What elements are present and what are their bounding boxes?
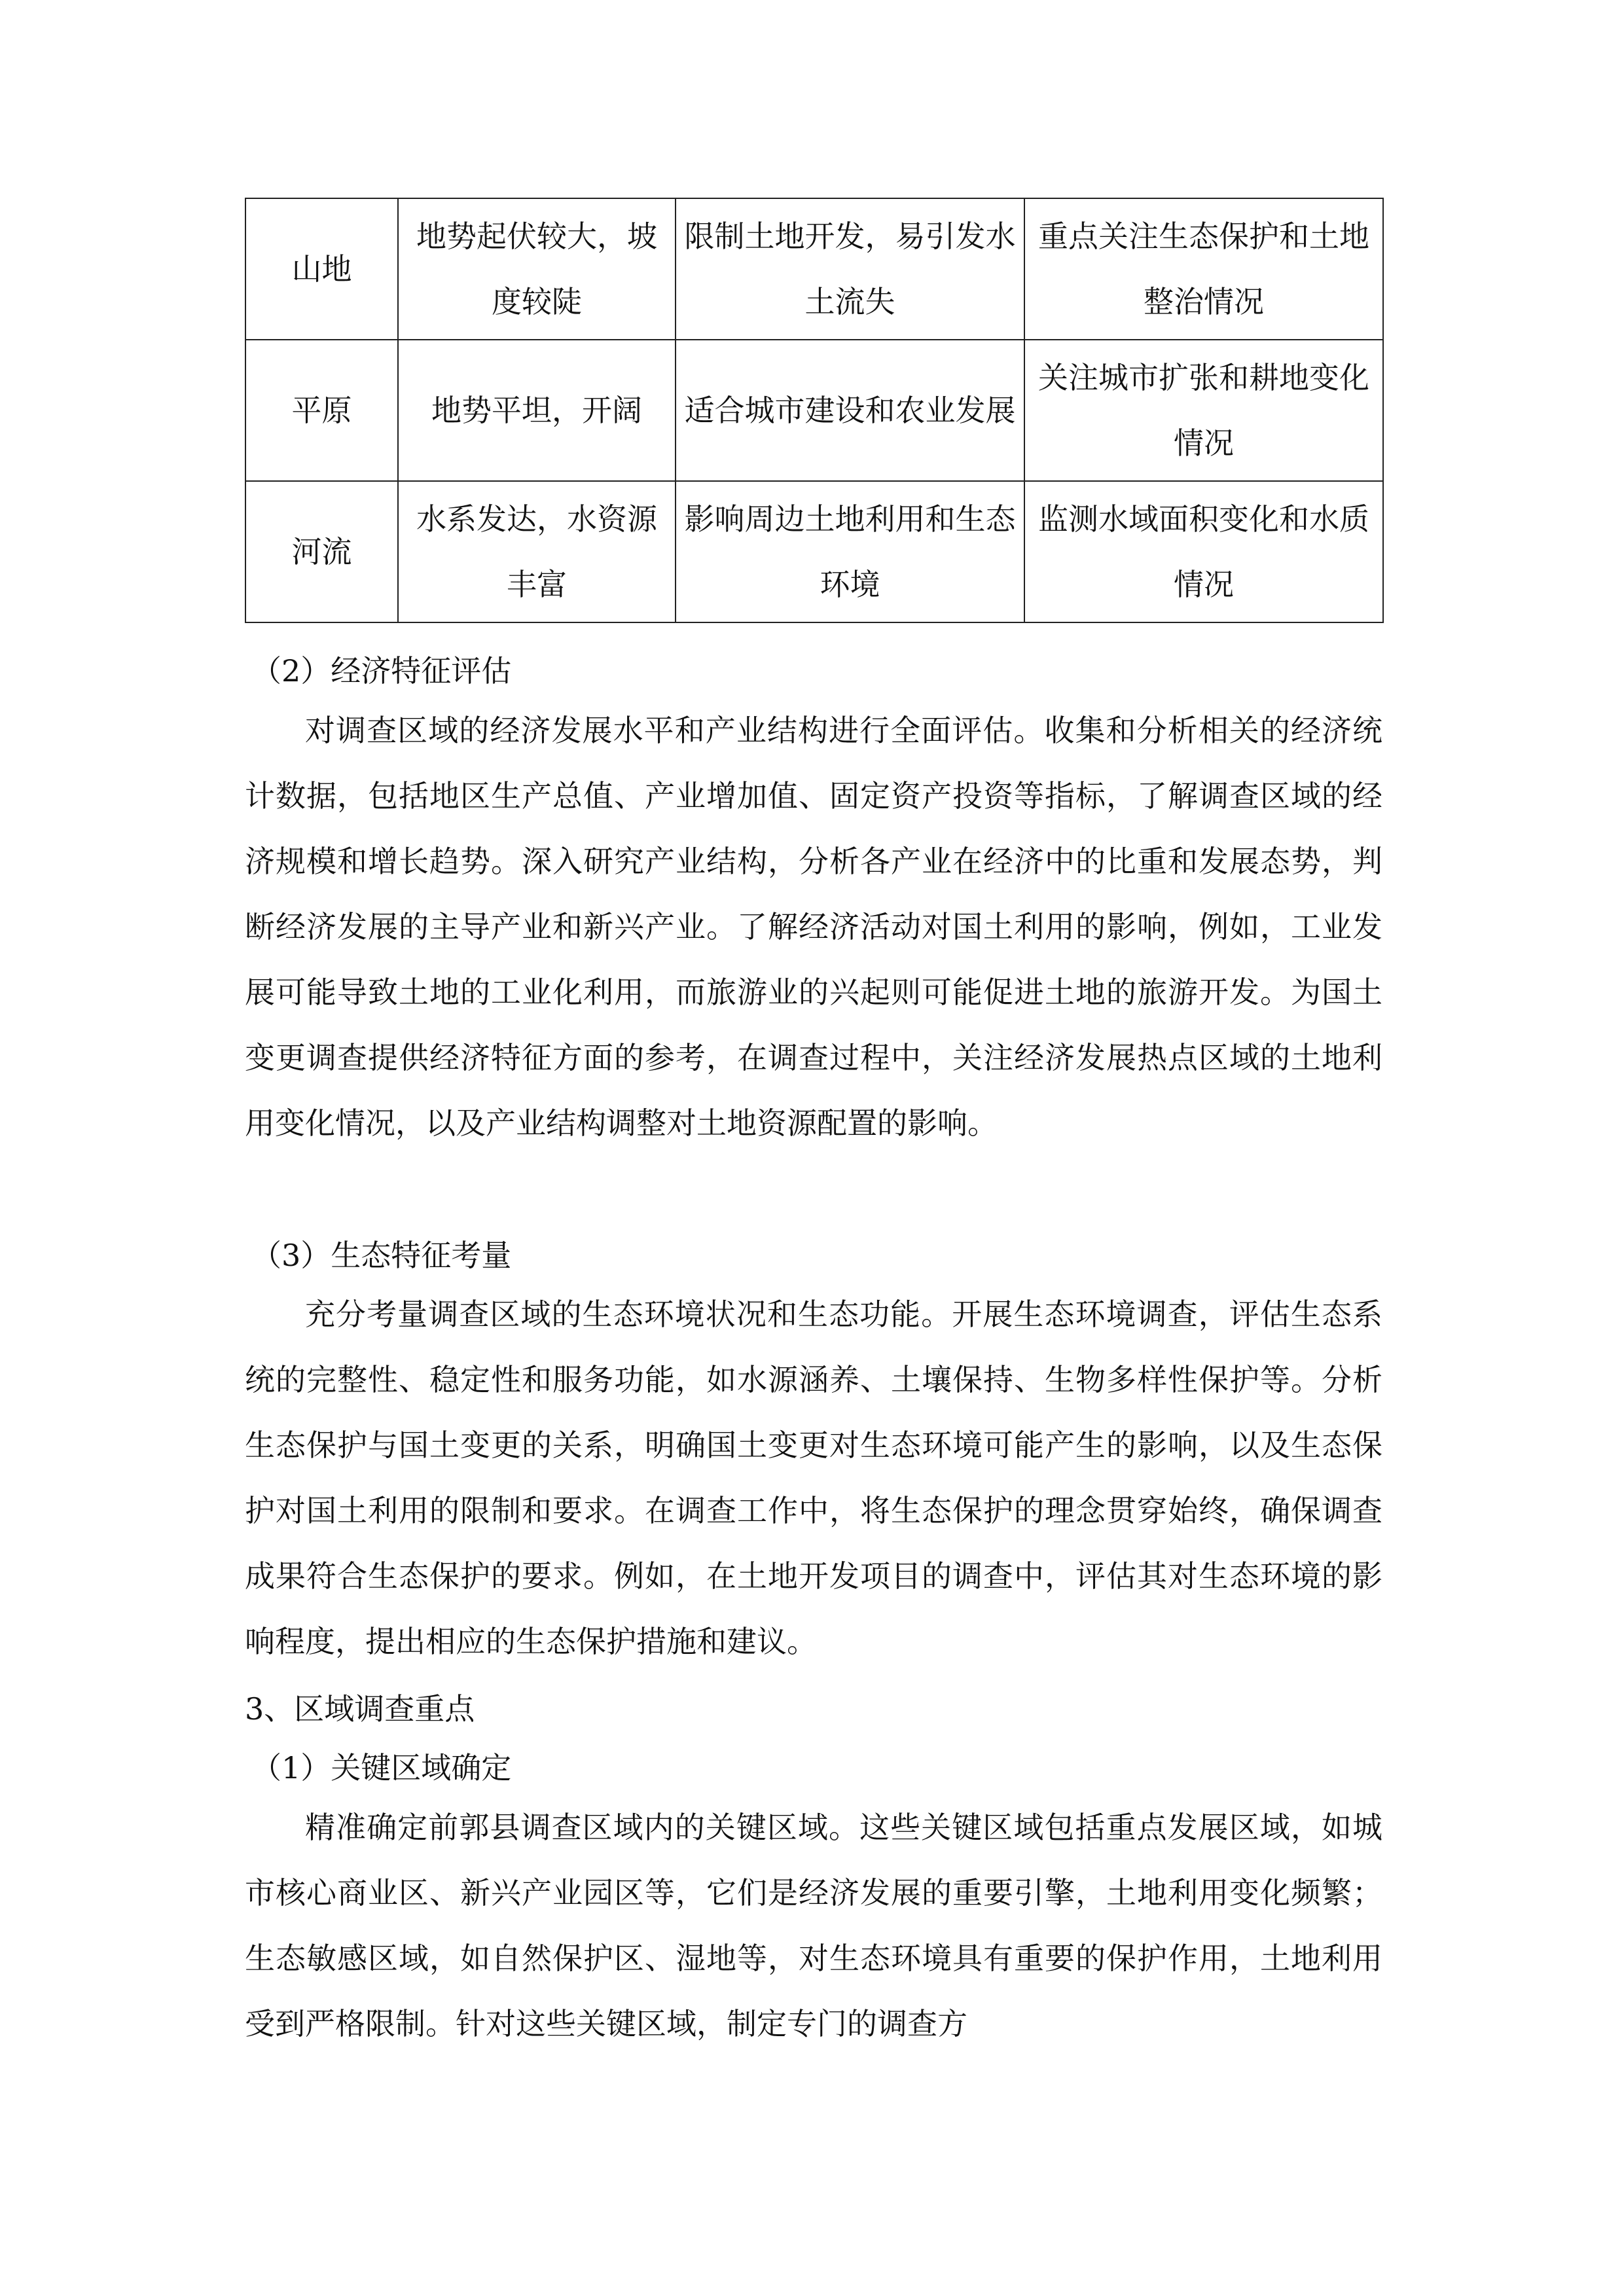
impact-cell: 适合城市建设和农业发展: [676, 340, 1024, 481]
terrain-cell: 河流: [245, 481, 398, 622]
table-row: [245, 198, 1383, 340]
features-cell: 地势起伏较大，坡度较陡: [398, 198, 676, 340]
table-row: [245, 481, 1383, 622]
key-area-subheading: （1）关键区域确定: [251, 1750, 512, 1785]
focus-cell: 重点关注生态保护和土地整治情况: [1024, 198, 1383, 340]
terrain-table: [245, 198, 1384, 623]
focus-cell: 监测水域面积变化和水质情况: [1024, 481, 1383, 622]
economic-paragraph: 对调查区域的经济发展水平和产业结构进行全面评估。收集和分析相关的经济统计数据，包括地区生产总值、产业增加值、固定资产投资等指标，了解调查区域的经济规模和增长趋势。深入研究产业结构，分析各产业在经济中的比重和发展态势，判断经济发展的主导产业和新兴产业。了解经济活动对国土利用的影响，例如，工业发展可能导致土地的工业化利用，而旅游业的兴起则可能促进土地的旅游开发。为国土变更调查提供经济特征方面的参考，在调查过程中，关注经济发展热点区域的土地利用变化情况，以及产业结构调整对土地资源配置的影响。: [245, 713, 1382, 1141]
economic-heading: （2）经济特征评估: [251, 653, 512, 689]
key-area-paragraph: 精准确定前郭县调查区域内的关键区域。这些关键区域包括重点发展区域，如城市核心商业区、新兴产业园区等，它们是经济发展的重要引擎，土地利用变化频繁；生态敏感区域，如自然保护区、湿地等，对生态环境具有重要的保护作用，土地利用受到严格限制。针对这些关键区域，制定专门的调查方: [245, 1810, 1382, 2041]
terrain-cell: 山地: [245, 198, 398, 340]
focus-cell: 关注城市扩张和耕地变化情况: [1024, 340, 1383, 481]
ecological-paragraph: 充分考量调查区域的生态环境状况和生态功能。开展生态环境调查，评估生态系统的完整性、稳定性和服务功能，如水源涵养、土壤保持、生物多样性保护等。分析生态保护与国土变更的关系，明确国土变更对生态环境可能产生的影响，以及生态保护对国土利用的限制和要求。在调查工作中，将生态保护的理念贯穿始终，确保调查成果符合生态保护的要求。例如，在土地开发项目的调查中，评估其对生态环境的影响程度，提出相应的生态保护措施和建议。: [245, 1297, 1382, 1659]
features-cell: 地势平坦，开阔: [398, 340, 676, 481]
table-row: [245, 340, 1383, 481]
terrain-cell: 平原: [245, 340, 398, 481]
features-cell: 水系发达，水资源丰富: [398, 481, 676, 622]
impact-cell: 影响周边土地利用和生态环境: [676, 481, 1024, 622]
impact-cell: 限制土地开发，易引发水土流失: [676, 198, 1024, 340]
regional-heading: 3、区域调查重点: [245, 1691, 475, 1727]
ecological-heading: （3）生态特征考量: [251, 1238, 512, 1273]
